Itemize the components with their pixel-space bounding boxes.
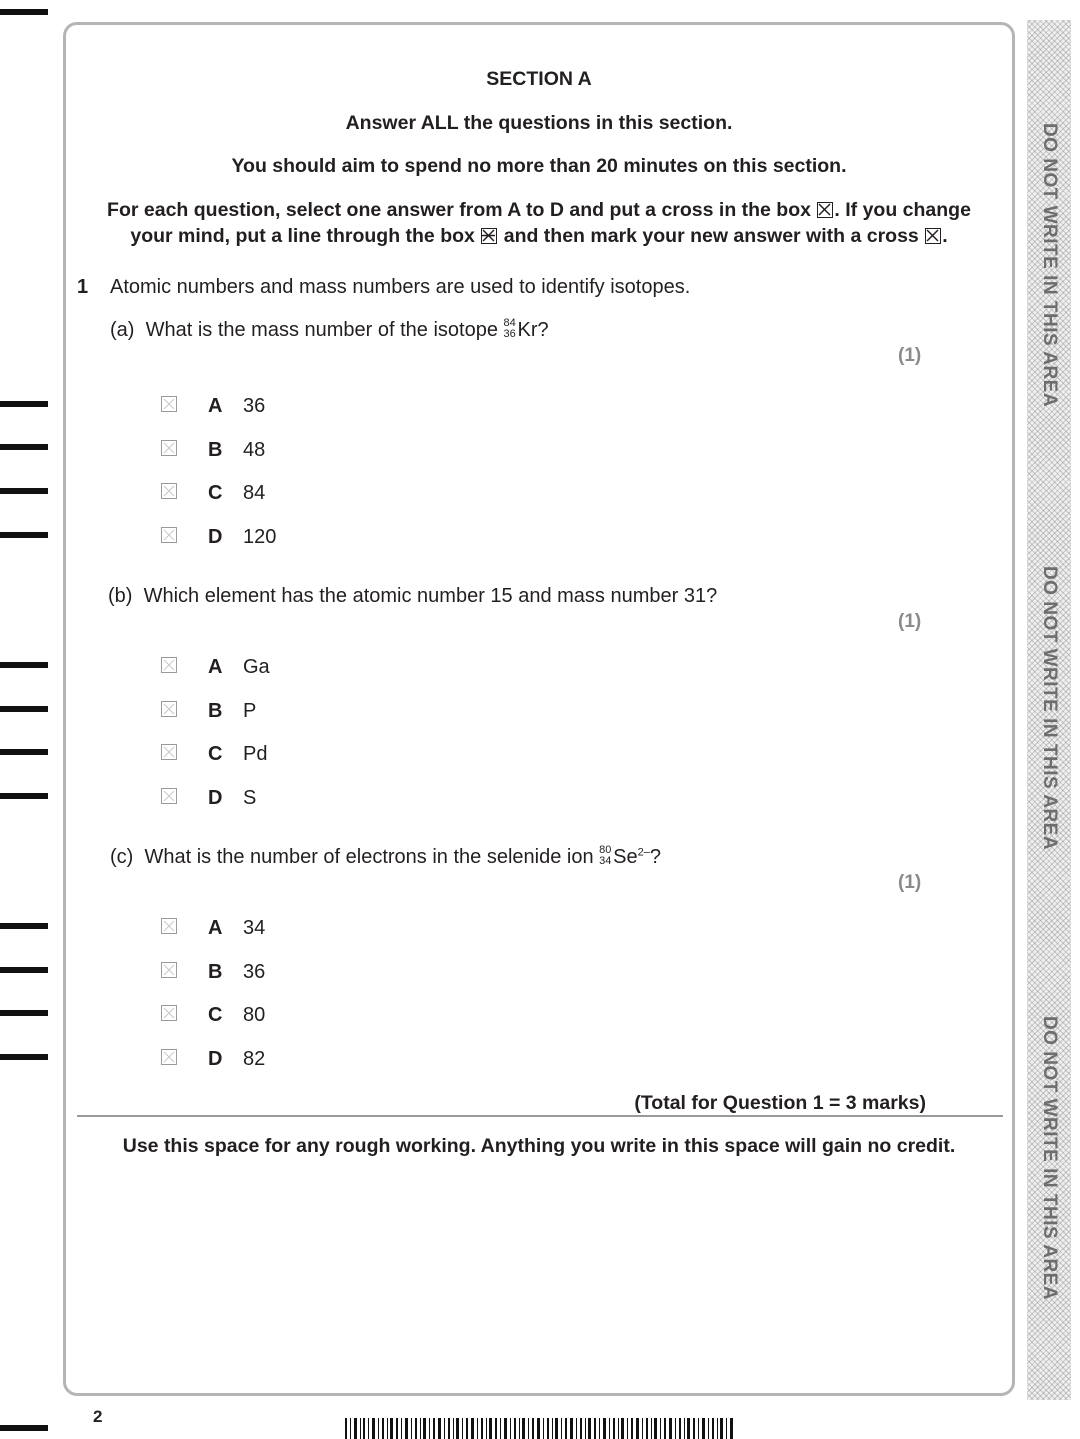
marks-label: (1) <box>898 611 922 632</box>
answer-checkbox[interactable] <box>161 701 177 717</box>
side-warning-text: DO NOT WRITE IN THIS AREA <box>1039 565 1060 851</box>
option-letter: A <box>208 395 223 417</box>
instruction-cross: For each question, select one answer from A to D and put a cross in the box . If you change your mind, put a line through the box and then mark your new answer with a cross . <box>107 199 971 247</box>
answer-checkbox[interactable] <box>161 527 177 543</box>
option-value: 84 <box>243 482 266 504</box>
answer-checkbox[interactable] <box>161 788 177 804</box>
option-value: 82 <box>243 1048 266 1070</box>
part-c-question: (c) What is the number of electrons in the selenide ion 80 34 $Se^{2-}$? <box>110 844 661 868</box>
margin-tick <box>0 967 48 973</box>
struck-box-icon <box>481 228 497 244</box>
margin-tick <box>0 1054 48 1060</box>
answer-checkbox[interactable] <box>161 440 177 456</box>
answer-checkbox[interactable] <box>161 918 177 934</box>
answer-checkbox[interactable] <box>161 1005 177 1021</box>
question-total: (Total for Question 1 = 3 marks) <box>634 1092 926 1114</box>
isotope-notation: 84 36 <box>503 317 516 340</box>
option-value: 80 <box>243 1004 266 1026</box>
option-letter: A <box>208 656 223 678</box>
instruction-line: Answer ALL the questions in this section. <box>345 112 733 134</box>
isotope-notation: 80 34 <box>599 844 612 867</box>
side-warning-text: DO NOT WRITE IN THIS AREA <box>1039 122 1060 408</box>
option-letter: D <box>208 787 223 809</box>
marks-label: (1) <box>898 345 922 366</box>
part-b-question: (b) Which element has the atomic number 15 and mass number 31? <box>108 585 718 607</box>
margin-tick <box>0 444 48 450</box>
margin-tick <box>0 532 48 538</box>
option-letter: B <box>208 961 223 983</box>
margin-tick <box>0 9 48 15</box>
rough-working-area[interactable] <box>78 1170 998 1380</box>
answer-checkbox[interactable] <box>161 657 177 673</box>
option-value: Ga <box>243 656 270 678</box>
margin-tick <box>0 749 48 755</box>
answer-checkbox[interactable] <box>161 1049 177 1065</box>
option-letter: D <box>208 526 223 548</box>
option-value: 36 <box>243 961 266 983</box>
cross-box-icon <box>925 228 941 244</box>
option-letter: B <box>208 700 223 722</box>
part-a-question: (a) What is the mass number of the isotope 84 36 Kr? <box>110 317 549 341</box>
answer-checkbox[interactable] <box>161 744 177 760</box>
instruction-line: You should aim to spend no more than 20 minutes on this section. <box>231 155 847 177</box>
marks-label: (1) <box>898 872 922 893</box>
option-letter: B <box>208 439 223 461</box>
option-letter: A <box>208 917 223 939</box>
margin-tick <box>0 1425 48 1431</box>
margin-tick <box>0 793 48 799</box>
answer-checkbox[interactable] <box>161 396 177 412</box>
divider <box>77 1115 1003 1117</box>
option-value: 36 <box>243 395 266 417</box>
answer-checkbox[interactable] <box>161 962 177 978</box>
side-warning-text: DO NOT WRITE IN THIS AREA <box>1039 1015 1060 1301</box>
option-letter: D <box>208 1048 223 1070</box>
margin-tick <box>0 923 48 929</box>
rough-working-note: Use this space for any rough working. Anything you write in this space will gain no credit. <box>122 1135 956 1157</box>
option-value: P <box>243 700 257 722</box>
barcode <box>345 1418 735 1439</box>
option-value: S <box>243 787 257 809</box>
option-value: 120 <box>243 526 277 548</box>
margin-tick <box>0 1010 48 1016</box>
margin-tick <box>0 662 48 668</box>
cross-box-icon <box>817 202 833 218</box>
option-letter: C <box>208 743 223 765</box>
question-stem: Atomic numbers and mass numbers are used to identify isotopes. <box>110 276 691 298</box>
option-value: Pd <box>243 743 268 765</box>
option-value: 34 <box>243 917 266 939</box>
option-letter: C <box>208 1004 223 1026</box>
option-value: 48 <box>243 439 266 461</box>
section-title: SECTION A <box>486 68 592 90</box>
answer-checkbox[interactable] <box>161 483 177 499</box>
question-number: 1 <box>77 276 89 298</box>
margin-tick <box>0 706 48 712</box>
page-number: 2 <box>93 1407 103 1426</box>
margin-tick <box>0 401 48 407</box>
margin-tick <box>0 488 48 494</box>
option-letter: C <box>208 482 223 504</box>
